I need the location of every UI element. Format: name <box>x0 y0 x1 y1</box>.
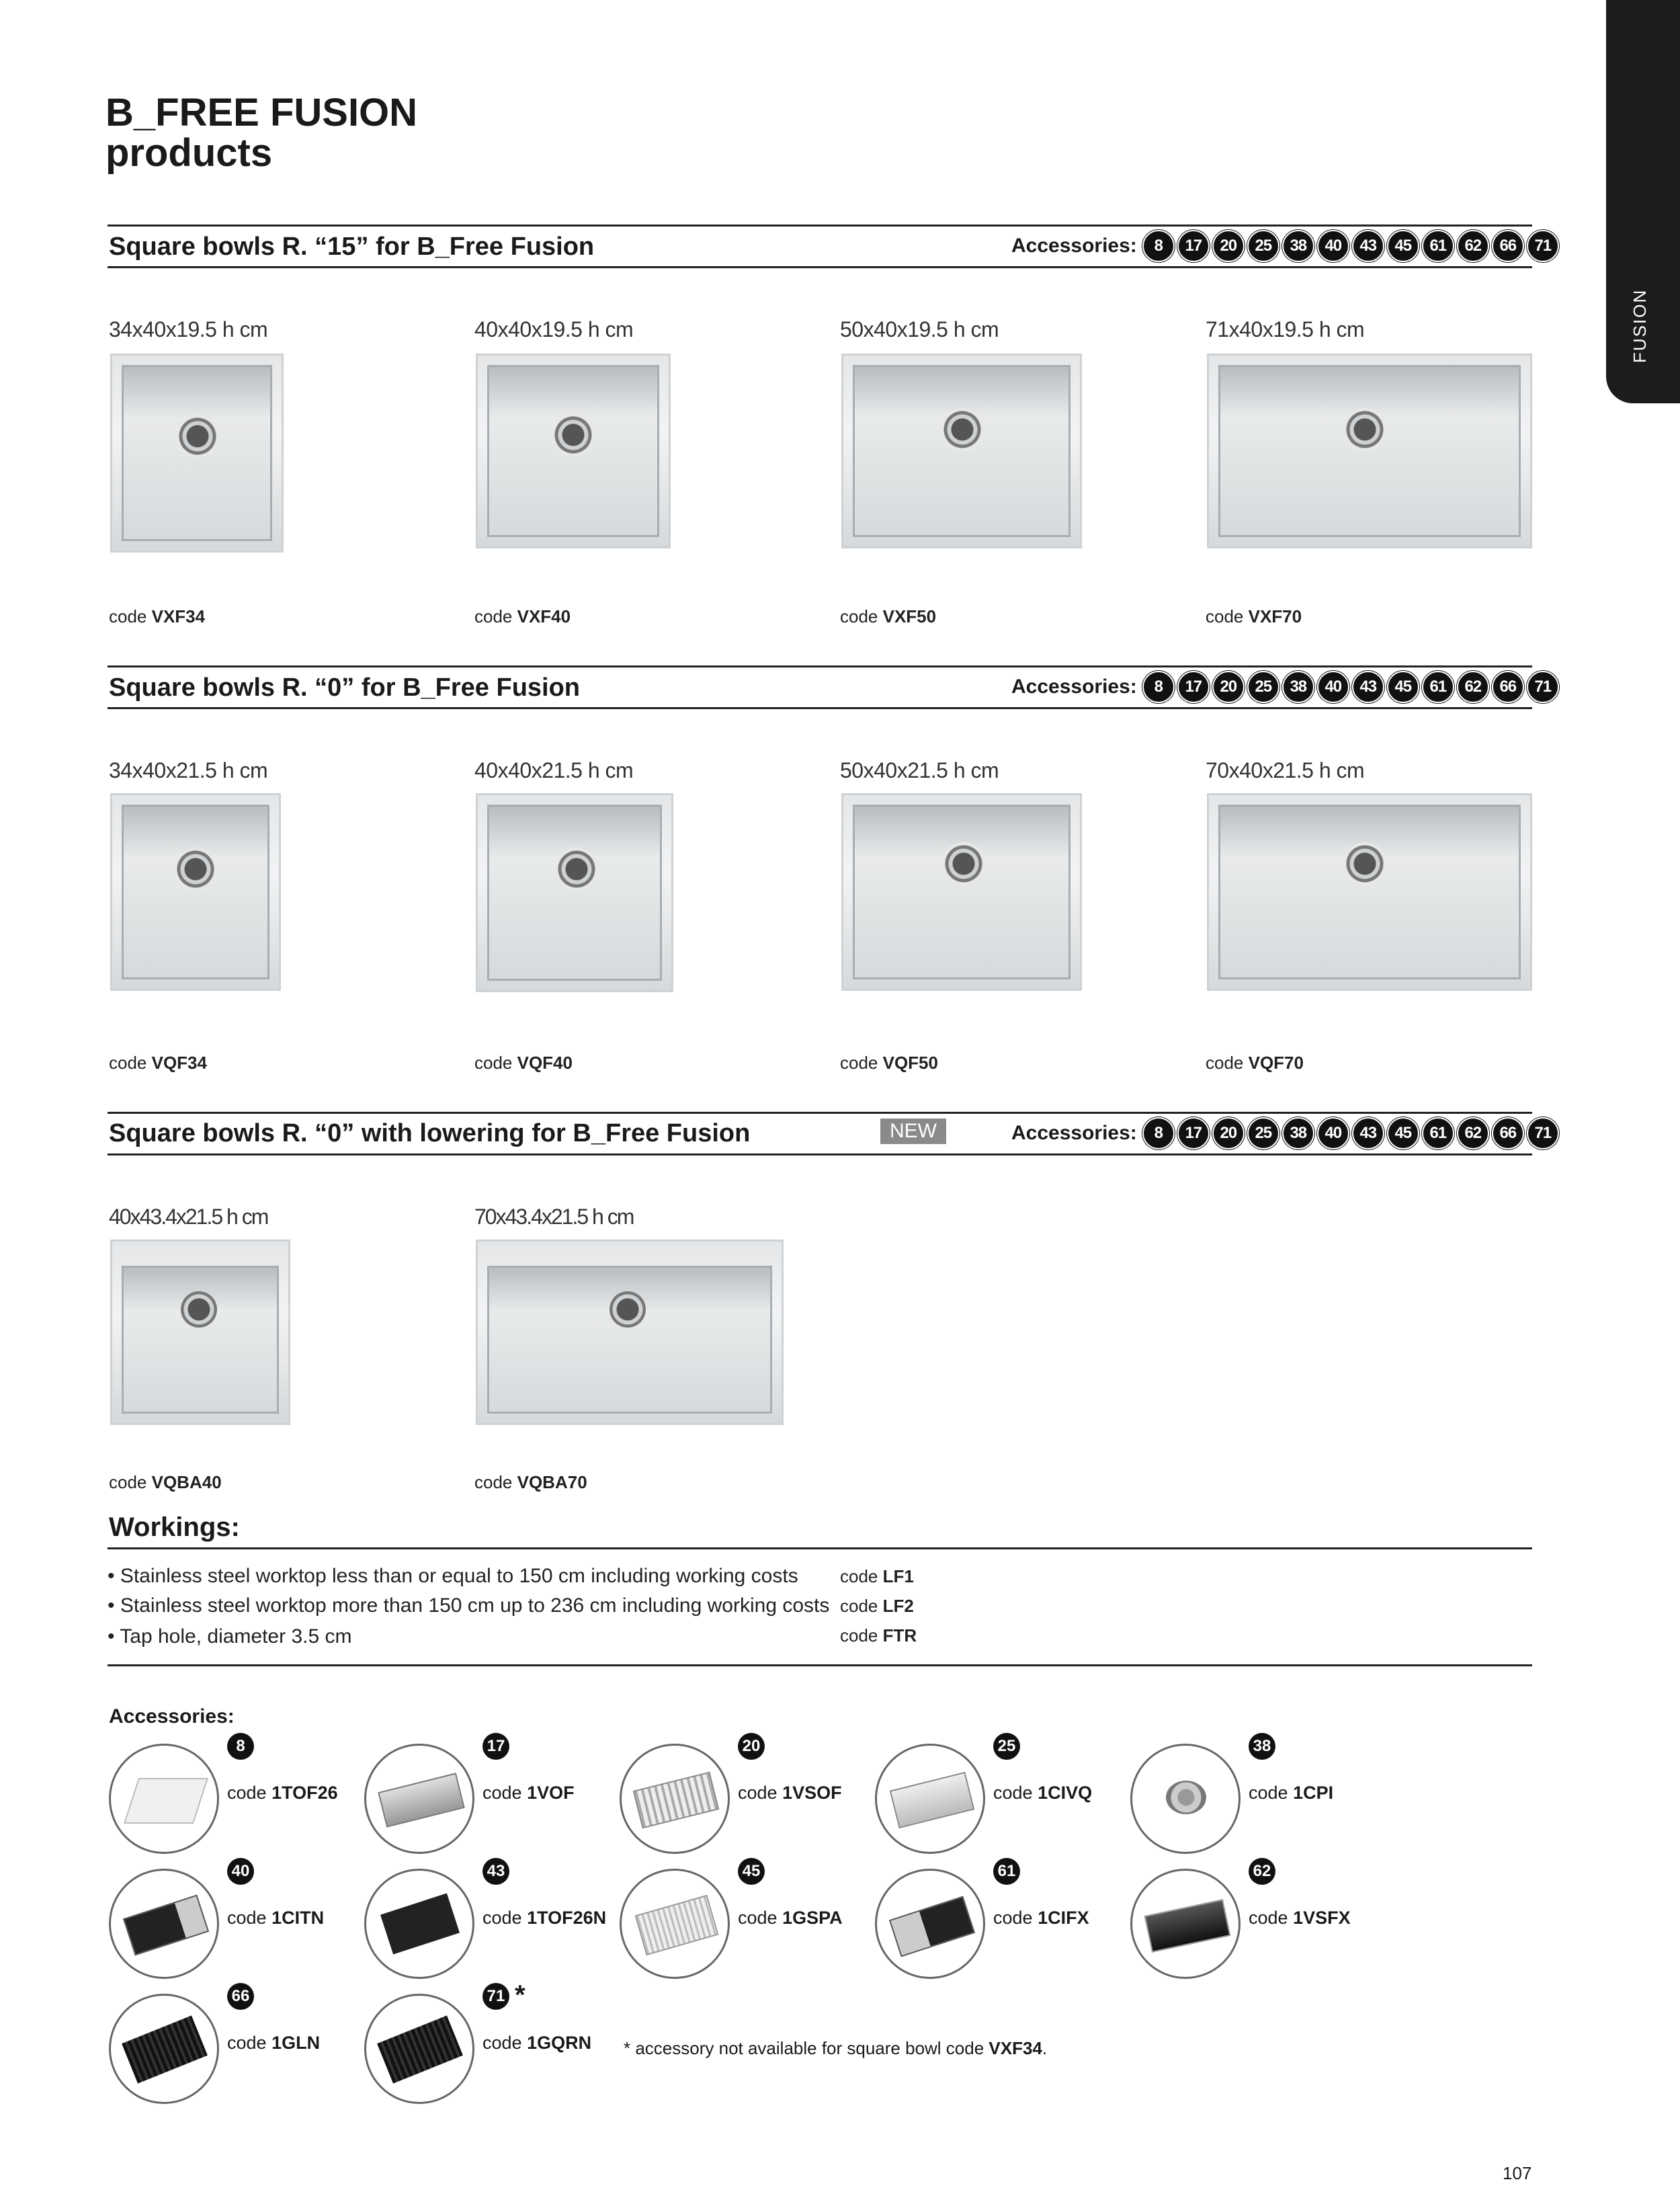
product-size: 40x40x19.5 h cm <box>474 317 634 341</box>
drain-icon <box>941 408 984 451</box>
accessory-code: code 1VOF <box>482 1783 575 1803</box>
product-size: 71x40x19.5 h cm <box>1206 317 1365 341</box>
page-title <box>106 93 417 173</box>
accessory-code: code 1CITN <box>227 1908 325 1928</box>
section-title: Square bowls R. “0” with lowering for B_Free Fusion <box>109 1119 751 1147</box>
accessory-badge: 45 <box>1387 1117 1419 1149</box>
accessory-badge: 38 <box>1282 671 1314 703</box>
accessory-number: 25 <box>993 1733 1020 1760</box>
drain-icon <box>1343 408 1386 451</box>
product-code: code VXF70 <box>1206 606 1302 626</box>
accessory-badge: 38 <box>1282 1117 1314 1149</box>
accessory-code: code 1VSFX <box>1249 1908 1351 1928</box>
accessory-number: 17 <box>482 1733 509 1760</box>
drain-icon <box>1343 842 1386 885</box>
accessory-badge: 20 <box>1212 1117 1245 1149</box>
accessory-code: code 1GQRN <box>482 2033 592 2053</box>
accessory-badge: 71 <box>1527 671 1559 703</box>
asterisk-mark: * <box>515 1980 526 2010</box>
accessory-number: 61 <box>993 1858 1020 1885</box>
workings-title: Workings: <box>109 1512 240 1542</box>
section-title: Square bowls R. “15” for B_Free Fusion <box>109 233 595 261</box>
sink-image-vqf34 <box>110 793 281 991</box>
product-size: 50x40x19.5 h cm <box>840 317 999 341</box>
accessory-badge: 8 <box>1142 1117 1175 1149</box>
sink-image-vxf50 <box>841 354 1082 549</box>
accessory-badge: 20 <box>1212 230 1245 262</box>
drain-icon <box>552 413 595 456</box>
accessory-badge: 62 <box>1457 671 1489 703</box>
section-title: Square bowls R. “0” for B_Free Fusion <box>109 674 581 702</box>
product-code: code VXF40 <box>474 606 571 626</box>
section-rule <box>108 707 1532 709</box>
accessory-badges <box>1142 1117 1559 1149</box>
page-title-line1: B_FREE FUSION <box>106 91 418 134</box>
sink-image-vxf70 <box>1207 354 1532 549</box>
accessory-badges <box>1142 230 1559 262</box>
accessory-code: code 1CIVQ <box>993 1783 1093 1803</box>
accessory-code: code 1CIFX <box>993 1908 1089 1928</box>
steel-tray-icon <box>875 1744 985 1854</box>
workings-code: code FTR <box>840 1625 917 1646</box>
accessory-code: code 1GLN <box>227 2033 321 2053</box>
drain-icon <box>174 848 217 891</box>
product-size: 70x40x21.5 h cm <box>1206 758 1365 782</box>
accessory-number: 45 <box>738 1858 765 1885</box>
side-tab-label: FUSION <box>1630 288 1650 363</box>
product-code: code VXF50 <box>840 606 937 626</box>
accessory-badge: 43 <box>1352 230 1384 262</box>
accessory-badge: 66 <box>1492 1117 1524 1149</box>
accessory-badge: 61 <box>1422 230 1454 262</box>
workings-item: • Stainless steel worktop less than or equal to 150 cm including working costs <box>108 1565 798 1587</box>
accessory-badge: 8 <box>1142 671 1175 703</box>
accessory-number: 62 <box>1249 1858 1275 1885</box>
accessory-badge: 25 <box>1247 230 1279 262</box>
black-steel-tray-icon <box>109 1869 219 1979</box>
black-grid-mat-icon <box>364 1994 474 2104</box>
product-code: code VQF50 <box>840 1053 938 1073</box>
sink-image-vqba40 <box>110 1240 290 1425</box>
accessory-badge: 45 <box>1387 671 1419 703</box>
dish-rack-icon <box>620 1744 730 1854</box>
accessory-badge: 71 <box>1527 230 1559 262</box>
sink-image-vqba70 <box>476 1240 784 1425</box>
accessories-label: Accessories: <box>1011 676 1137 698</box>
accessory-badge: 17 <box>1177 671 1210 703</box>
accessory-badge: 25 <box>1247 1117 1279 1149</box>
drain-plug-icon <box>1130 1744 1241 1854</box>
accessory-badge: 43 <box>1352 1117 1384 1149</box>
accessories-label: Accessories: <box>1011 1122 1137 1144</box>
accessory-code: code 1VSOF <box>738 1783 842 1803</box>
white-cutting-board-icon <box>109 1744 219 1854</box>
accessory-badge: 43 <box>1352 671 1384 703</box>
accessory-number: 38 <box>1249 1733 1275 1760</box>
workings-code: code LF1 <box>840 1566 914 1586</box>
drain-icon <box>610 1291 646 1328</box>
drain-icon <box>176 415 219 458</box>
product-size: 50x40x21.5 h cm <box>840 758 999 782</box>
product-size: 70x43.4x21.5 h cm <box>474 1205 634 1229</box>
accessory-badge: 71 <box>1527 1117 1559 1149</box>
black-mat-icon <box>109 1994 219 2104</box>
product-code: code VQBA40 <box>109 1472 222 1492</box>
workings-code: code LF2 <box>840 1596 914 1616</box>
accessories-strip <box>1011 671 1559 703</box>
product-code: code VQF40 <box>474 1053 573 1073</box>
drain-icon <box>942 842 985 885</box>
section-rule <box>108 1547 1532 1549</box>
product-code: code VQF34 <box>109 1053 207 1073</box>
accessory-code: code 1TOF26 <box>227 1783 338 1803</box>
footnote: * accessory not available for square bowl code VXF34. <box>624 2038 1048 2058</box>
accessory-badge: 61 <box>1422 671 1454 703</box>
workings-item: • Tap hole, diameter 3.5 cm <box>108 1625 352 1648</box>
product-code: code VXF34 <box>109 606 206 626</box>
black-cutting-board-icon <box>364 1869 474 1979</box>
accessory-badge: 40 <box>1317 671 1349 703</box>
accessory-badge: 40 <box>1317 1117 1349 1149</box>
accessories-title: Accessories: <box>109 1705 235 1728</box>
product-code: code VQF70 <box>1206 1053 1304 1073</box>
accessory-number: 43 <box>482 1858 509 1885</box>
product-size: 40x40x21.5 h cm <box>474 758 634 782</box>
sink-image-vqf70 <box>1207 793 1532 991</box>
accessory-badge: 40 <box>1317 230 1349 262</box>
sink-image-vxf34 <box>110 354 284 553</box>
accessory-badge: 66 <box>1492 671 1524 703</box>
accessory-code: code 1CPI <box>1249 1783 1334 1803</box>
accessories-strip <box>1011 230 1559 262</box>
product-size: 34x40x21.5 h cm <box>109 758 268 782</box>
new-badge: NEW <box>880 1119 946 1144</box>
section-rule <box>108 1112 1532 1114</box>
accessory-badge: 45 <box>1387 230 1419 262</box>
accessory-code: code 1GSPA <box>738 1908 843 1928</box>
sink-image-vqf40 <box>476 793 673 992</box>
accessory-badge: 8 <box>1142 230 1175 262</box>
sink-image-vqf50 <box>841 793 1082 991</box>
product-size: 40x43.4x21.5 h cm <box>109 1205 268 1229</box>
black-colander-icon <box>1130 1869 1241 1979</box>
accessory-badge: 61 <box>1422 1117 1454 1149</box>
accessories-label: Accessories: <box>1011 235 1137 257</box>
accessory-badge: 38 <box>1282 230 1314 262</box>
accessory-badge: 62 <box>1457 230 1489 262</box>
accessory-badge: 25 <box>1247 671 1279 703</box>
accessory-badge: 20 <box>1212 671 1245 703</box>
section-rule <box>108 1664 1532 1666</box>
accessory-number: 8 <box>227 1733 254 1760</box>
section-rule <box>108 1153 1532 1155</box>
section-rule <box>108 266 1532 268</box>
page-number: 107 <box>1503 2163 1532 2183</box>
product-size: 34x40x19.5 h cm <box>109 317 268 341</box>
drain-icon <box>555 848 598 891</box>
accessory-number: 20 <box>738 1733 765 1760</box>
accessory-code: code 1TOF26N <box>482 1908 607 1928</box>
tray-with-rack-icon <box>875 1869 985 1979</box>
steel-colander-icon <box>364 1744 474 1854</box>
accessory-badge: 17 <box>1177 230 1210 262</box>
page-title-line2: products <box>106 131 273 175</box>
accessories-strip <box>1011 1117 1559 1149</box>
roll-mat-icon <box>620 1869 730 1979</box>
accessory-number: 66 <box>227 1983 254 2010</box>
accessory-badge: 66 <box>1492 230 1524 262</box>
section-rule <box>108 665 1532 667</box>
accessory-badge: 17 <box>1177 1117 1210 1149</box>
product-code: code VQBA70 <box>474 1472 587 1492</box>
accessory-badge: 62 <box>1457 1117 1489 1149</box>
workings-item: • Stainless steel worktop more than 150 cm up to 236 cm including working costs <box>108 1594 830 1617</box>
accessory-badges <box>1142 671 1559 703</box>
drain-icon <box>181 1291 217 1328</box>
accessory-number: 71 <box>482 1983 509 2010</box>
section-rule <box>108 225 1532 227</box>
accessory-number: 40 <box>227 1858 254 1885</box>
sink-image-vxf40 <box>476 354 671 549</box>
